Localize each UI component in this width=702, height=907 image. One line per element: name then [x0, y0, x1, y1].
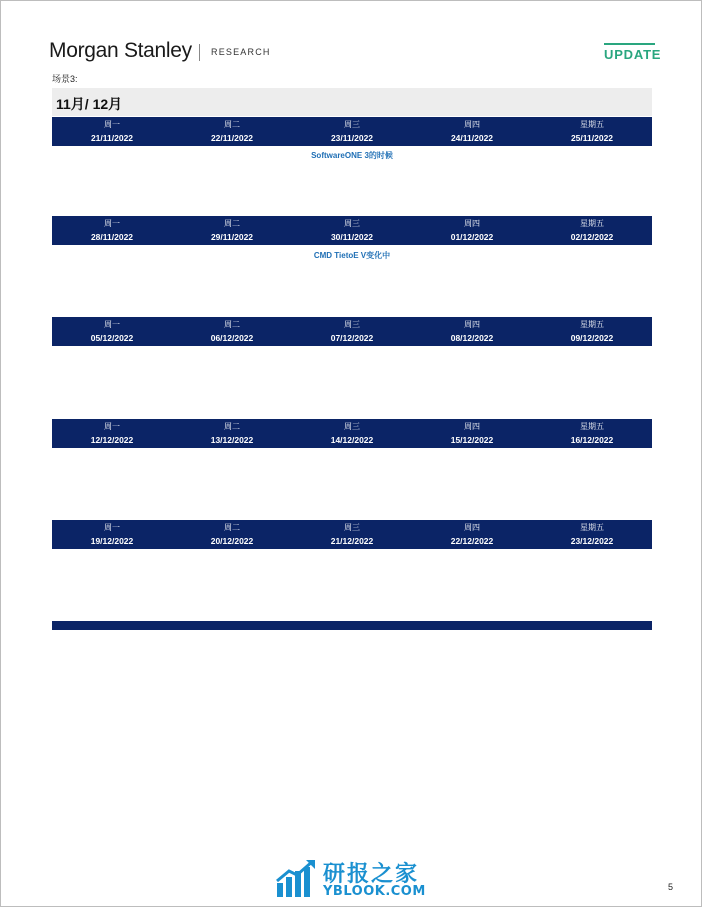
weekday-label: 周二 [224, 120, 240, 129]
date-label: 21/11/2022 [90, 133, 134, 143]
watermark-cn-text: 研报之家 [323, 862, 420, 887]
watermark [275, 857, 435, 901]
weekday-label: 周二 [224, 219, 240, 228]
date-label: 30/11/2022 [330, 232, 374, 242]
morgan-stanley-logo: Morgan Stanley [49, 39, 192, 62]
date-label: 21/12/2022 [330, 536, 374, 546]
week-row [52, 520, 652, 549]
weekday-label: 星期五 [580, 523, 604, 532]
date-label: 02/12/2022 [570, 232, 614, 242]
weekday-label: 周三 [344, 422, 360, 431]
weekday-label: 星期五 [580, 219, 604, 228]
date-label: 01/12/2022 [450, 232, 494, 242]
weekday-label: 周三 [344, 120, 360, 129]
month-header [52, 88, 652, 116]
date-label: 23/11/2022 [330, 133, 374, 143]
weekday-label: 星期五 [580, 120, 604, 129]
week-row [52, 117, 652, 146]
weekday-label: 周三 [344, 320, 360, 329]
calendar-footer-bar [52, 621, 652, 630]
weekday-label: 周二 [224, 523, 240, 532]
weekday-label: 周一 [104, 219, 120, 228]
week-row [52, 216, 652, 245]
date-label: 06/12/2022 [210, 333, 254, 343]
logo-divider [199, 44, 200, 61]
date-label: 14/12/2022 [330, 435, 374, 445]
weekday-label: 星期五 [580, 320, 604, 329]
week-row [52, 317, 652, 346]
weekday-label: 周四 [464, 120, 480, 129]
calendar-event: SoftwareONE 3的时候 [311, 151, 393, 160]
date-label: 25/11/2022 [570, 133, 614, 143]
date-label: 16/12/2022 [570, 435, 614, 445]
update-tag: UPDATE [604, 47, 662, 62]
weekday-label: 周三 [344, 219, 360, 228]
watermark-en-text: YBLOOK.COM [323, 884, 426, 899]
date-label: 22/12/2022 [450, 536, 494, 546]
weekday-label: 星期五 [580, 422, 604, 431]
date-label: 24/11/2022 [450, 133, 494, 143]
bar-chart-logo-icon [275, 859, 317, 899]
weekday-label: 周四 [464, 523, 480, 532]
weekday-label: 周一 [104, 523, 120, 532]
weekday-label: 周一 [104, 422, 120, 431]
weekday-label: 周四 [464, 320, 480, 329]
date-label: 07/12/2022 [330, 333, 374, 343]
date-label: 29/11/2022 [210, 232, 254, 242]
week-row [52, 419, 652, 448]
weekday-label: 周一 [104, 320, 120, 329]
research-label: RESEARCH [211, 47, 271, 57]
scenario-label: 场景3: [52, 74, 78, 84]
date-label: 09/12/2022 [570, 333, 614, 343]
date-label: 15/12/2022 [450, 435, 494, 445]
month-title: 11月/ 12月 [56, 96, 123, 112]
date-label: 22/11/2022 [210, 133, 254, 143]
date-label: 28/11/2022 [90, 232, 134, 242]
weekday-label: 周四 [464, 219, 480, 228]
calendar-event: CMD TietoE V变化中 [313, 251, 391, 260]
date-label: 13/12/2022 [210, 435, 254, 445]
date-label: 05/12/2022 [90, 333, 134, 343]
weekday-label: 周一 [104, 120, 120, 129]
date-label: 19/12/2022 [90, 536, 134, 546]
date-label: 12/12/2022 [90, 435, 134, 445]
weekday-label: 周二 [224, 422, 240, 431]
date-label: 23/12/2022 [570, 536, 614, 546]
date-label: 20/12/2022 [210, 536, 254, 546]
date-label: 08/12/2022 [450, 333, 494, 343]
weekday-label: 周三 [344, 523, 360, 532]
weekday-label: 周四 [464, 422, 480, 431]
weekday-label: 周二 [224, 320, 240, 329]
update-accent-bar [604, 43, 655, 45]
page-number: 5 [668, 882, 674, 892]
